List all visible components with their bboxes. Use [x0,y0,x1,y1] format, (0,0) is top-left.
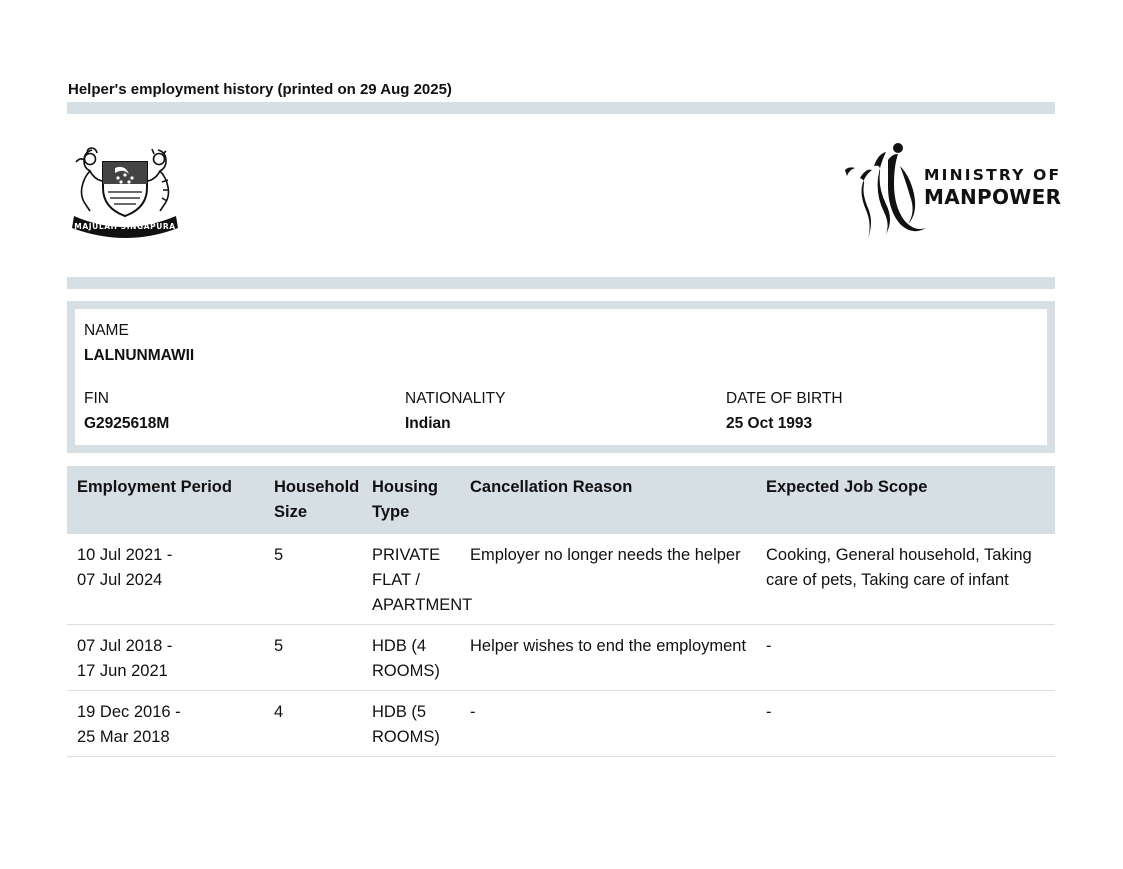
nationality-value: Indian [405,415,451,432]
table-row [67,534,1055,625]
table-row [67,691,1055,757]
helper-info-panel [67,301,1055,453]
cell-cancellation-reason: Helper wishes to end the employment [470,625,766,691]
crest-motto: MAJULAH SINGAPURA [74,222,176,231]
fin-value: G2925618M [84,415,170,432]
cell-employment-period [67,625,274,691]
cell-expected-job-scope: - [766,691,1055,757]
cell-expected-job-scope: - [766,625,1055,691]
mom-logo-line2: MANPOWER [924,184,1062,209]
nationality-label: NATIONALITY [405,390,506,407]
period-end: 25 Mar 2018 [77,728,170,746]
period-end: 17 Jun 2021 [77,662,168,680]
cell-housing-type: HDB (5 ROOMS) [372,691,470,757]
period-end: 07 Jul 2024 [77,571,163,589]
cell-employment-period [67,534,274,625]
cell-household-size: 5 [274,534,372,625]
name-value: LALNUNMAWII [84,347,195,364]
cell-housing-type: HDB (4 ROOMS) [372,625,470,691]
cell-household-size: 4 [274,691,372,757]
cell-cancellation-reason: Employer no longer needs the helper [470,534,766,625]
name-label: NAME [84,322,129,339]
dob-label: DATE OF BIRTH [726,390,843,407]
singapore-crest-logo [70,142,180,238]
header-divider-top [67,102,1055,114]
employment-history-table [67,466,1055,757]
period-start: 10 Jul 2021 - [77,546,173,564]
mom-logo-line1: MINISTRY OF [924,166,1062,184]
header-household-size: Household Size [274,466,372,534]
document-title: Helper's employment history (printed on 29 Aug 2025) [68,81,452,98]
cell-cancellation-reason: - [470,691,766,757]
cell-employment-period [67,691,274,757]
header-cancellation-reason: Cancellation Reason [470,466,766,534]
dob-value: 25 Oct 1993 [726,415,813,432]
fin-label: FIN [84,390,109,407]
cell-expected-job-scope: Cooking, General household, Taking care of pets, Taking care of infant [766,534,1055,625]
mom-logo-text [924,168,1061,207]
cell-housing-type: PRIVATE FLAT / APARTMENT [372,534,470,625]
header-employment-period: Employment Period [67,466,274,534]
period-start: 07 Jul 2018 - [77,637,173,655]
table-header-row [67,466,1055,534]
header-expected-job-scope: Expected Job Scope [766,466,1055,534]
cell-household-size: 5 [274,625,372,691]
header-housing-type: Housing Type [372,466,470,534]
table-row [67,625,1055,691]
header-divider-bottom [67,277,1055,289]
period-start: 19 Dec 2016 - [77,703,181,721]
